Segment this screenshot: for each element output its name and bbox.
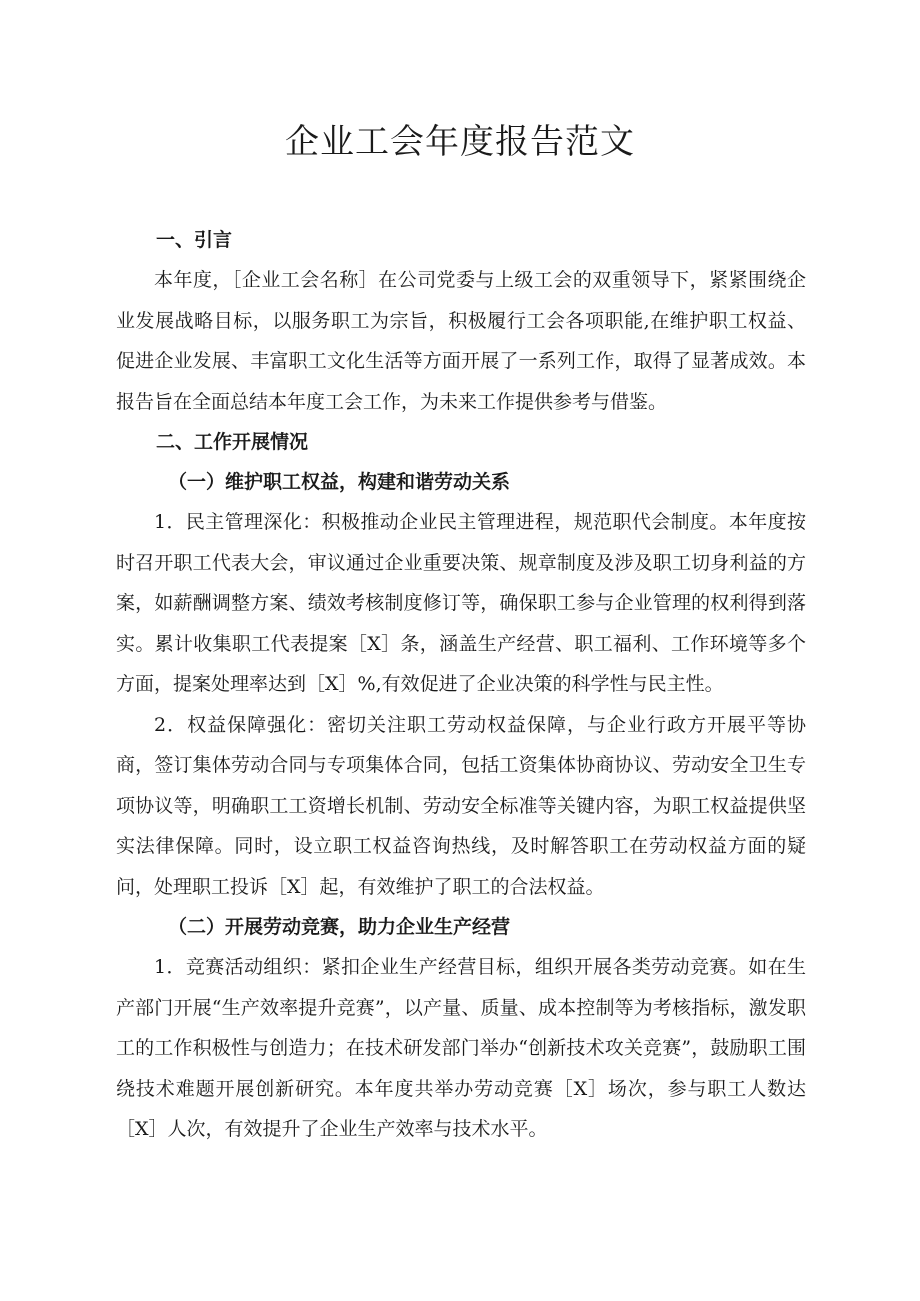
- document-body: [116, 220, 806, 1150]
- section-heading-work-progress: 二、工作开展情况: [156, 431, 309, 453]
- paragraph-rights-protection: 2．权益保障强化：密切关注职工劳动权益保障，与企业行政方开展平等协商，签订集体劳动合同与专项集体合同，包括工资集体协商协议、劳动安全卫生专项协议等，明确职工工资增长机制、劳动安全标准等关键内容，为职工权益提供坚实法律保障。同时，设立职工权益咨询热线，及时解答职工在劳动权益方面的疑问，处理职工投诉［X］起，有效维护了职工的合法权益。: [116, 713, 806, 898]
- subsection-heading-labor-competition: （二）开展劳动竞赛，助力企业生产经营: [168, 916, 511, 938]
- document-title: 企业工会年度报告范文: [285, 122, 635, 162]
- paragraph-competition-organization: 1．竞赛活动组织：紧扣企业生产经营目标，组织开展各类劳动竞赛。如在生产部门开展“生产效率提升竞赛”，以产量、质量、成本控制等为考核指标，激发职工的工作积极性与创造力；在技术研发部门举办“创新技术攻关竞赛”，鼓励职工围绕技术难题开展创新研究。本年度共举办劳动竞赛［X］场次，参与职工人数达［X］人次，有效提升了企业生产效率与技术水平。: [116, 956, 806, 1140]
- subsection-heading-rights: （一）维护职工权益，构建和谐劳动关系: [168, 471, 511, 493]
- paragraph-introduction: 本年度，［企业工会名称］在公司党委与上级工会的双重领导下，紧紧围绕企业发展战略目标，以服务职工为宗旨，积极履行工会各项职能,在维护职工权益、促进企业发展、丰富职工文化生活等方面开展了一系列工作，取得了显著成效。本报告旨在全面总结本年度工会工作，为未来工作提供参考与借鉴。: [116, 269, 806, 413]
- paragraph-democratic-management: 1．民主管理深化：积极推动企业民主管理进程，规范职代会制度。本年度按时召开职工代表大会，审议通过企业重要决策、规章制度及涉及职工切身利益的方案，如薪酬调整方案、绩效考核制度修订等，确保职工参与企业管理的权利得到落实。累计收集职工代表提案［X］条，涵盖生产经营、职工福利、工作环境等多个方面，提案处理率达到［X］%,有效促进了企业决策的科学性与民主性。: [116, 511, 806, 695]
- section-heading-introduction: 一、引言: [156, 229, 233, 251]
